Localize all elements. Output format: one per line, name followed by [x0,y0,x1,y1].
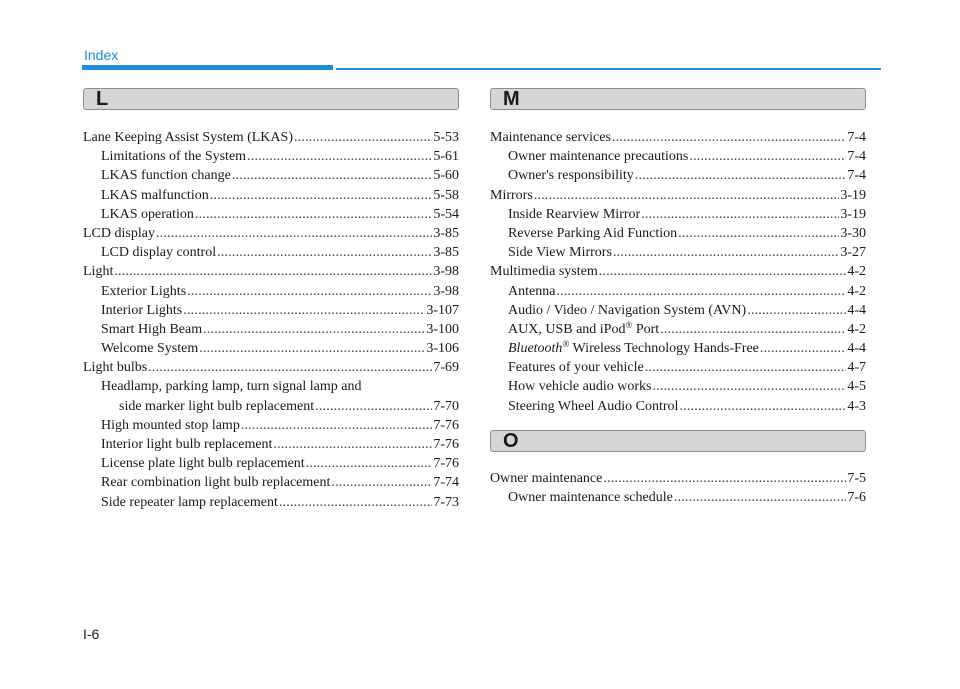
section-letter: M [503,88,520,110]
right-column [490,88,866,507]
section-header-m [490,88,866,110]
index-subentry: Welcome System ..... 3-106 [83,339,459,358]
index-subentry: Reverse Parking Aid Function ..... 3-30 [490,224,866,243]
index-subentry: LKAS malfunction ..... 5-58 [83,186,459,205]
header-accent-bar [82,65,333,70]
left-column [83,88,459,512]
index-subentry-lead: Headlamp, parking lamp, turn signal lamp and [101,379,362,395]
index-subentry: AUX, USB and iPod® Port ..... 4-2 [490,320,866,339]
index-entry: Multimedia system ..... 4-2 [490,262,866,281]
index-entry: Owner maintenance ..... 7-5 [490,469,866,488]
index-subentry: Audio / Video / Navigation System (AVN) ..... 4-4 [490,301,866,320]
index-subentry: High mounted stop lamp ..... 7-76 [83,416,459,435]
header-rule [336,68,881,70]
index-subentry-continued: side marker light bulb replacement ..... 7-70 [83,397,459,416]
index-entry: Mirrors ..... 3-19 [490,186,866,205]
page-header-label: Index [84,47,119,63]
index-subentry: Owner maintenance precautions ..... 7-4 [490,147,866,166]
index-subentry: LKAS operation ..... 5-54 [83,205,459,224]
index-subentry: Side View Mirrors ..... 3-27 [490,243,866,262]
index-subentry: Interior light bulb replacement ..... 7-76 [83,435,459,454]
index-subentry: Exterior Lights ..... 3-98 [83,282,459,301]
section-letter: L [96,88,109,110]
index-subentry: Smart High Beam ..... 3-100 [83,320,459,339]
index-entry: Light ..... 3-98 [83,262,459,281]
index-subentry: How vehicle audio works ..... 4-5 [490,377,866,396]
section-header-o [490,430,866,452]
index-entry: Light bulbs ..... 7-69 [83,358,459,377]
section-letter: O [503,429,519,452]
index-list-o [490,469,866,507]
index-subentry: LCD display control ..... 3-85 [83,243,459,262]
index-entry: Lane Keeping Assist System (LKAS) ..... 5-53 [83,128,459,147]
page-number: I-6 [83,626,100,642]
index-entry: Maintenance services ..... 7-4 [490,128,866,147]
index-subentry: LKAS function change ..... 5-60 [83,166,459,185]
index-subentry: Owner maintenance schedule ..... 7-6 [490,488,866,507]
index-subentry: Inside Rearview Mirror ..... 3-19 [490,205,866,224]
index-subentry: Steering Wheel Audio Control ..... 4-3 [490,397,866,416]
index-subentry: Interior Lights ..... 3-107 [83,301,459,320]
index-subentry: Rear combination light bulb replacement ..... 7-74 [83,473,459,492]
index-subentry: Limitations of the System ..... 5-61 [83,147,459,166]
index-subentry: Owner's responsibility ..... 7-4 [490,166,866,185]
section-header-l [83,88,459,110]
index-subentry: License plate light bulb replacement ..... 7-76 [83,454,459,473]
index-subentry: Bluetooth® Wireless Technology Hands-Free ..... 4-4 [490,339,866,358]
index-subentry: Features of your vehicle ..... 4-7 [490,358,866,377]
index-subentry: Antenna ..... 4-2 [490,282,866,301]
index-entry: LCD display ..... 3-85 [83,224,459,243]
index-list-l [83,128,459,512]
index-subentry: Side repeater lamp replacement ..... 7-73 [83,493,459,512]
index-list-m [490,128,866,416]
